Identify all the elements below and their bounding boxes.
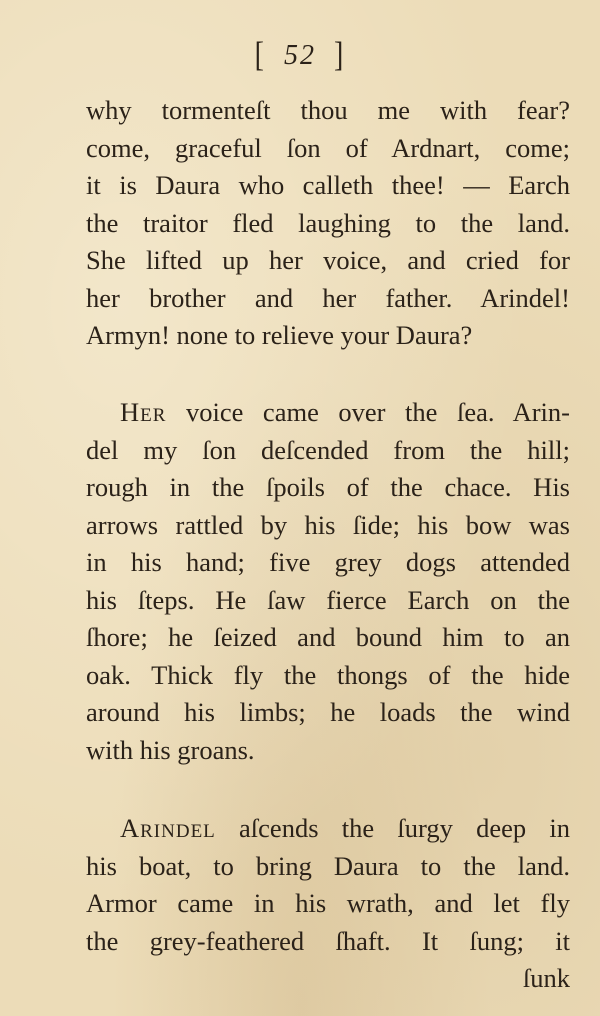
text-line xyxy=(86,394,570,432)
paragraph-1 xyxy=(86,92,570,355)
text-line: the grey-feathered ſhaft. It ſung; it xyxy=(86,925,570,956)
text-line: Armyn! none to relieve your Daura? xyxy=(86,320,473,350)
catchword: ſunk xyxy=(522,963,570,993)
lead-word: Her xyxy=(120,397,167,427)
text-line: with his groans. xyxy=(86,734,255,765)
text-line: her brother and her father. Arindel! xyxy=(86,282,570,313)
text-line: his boat, to bring Daura to the land. xyxy=(86,850,570,881)
page-number: 52 xyxy=(284,40,316,71)
text-line: why tormenteſt thou me with fear? xyxy=(86,95,570,125)
text-line: it is Daura who calleth thee! — Earch xyxy=(86,170,570,200)
text-line: arrows rattled by his ſide; his bow was xyxy=(86,509,570,540)
open-bracket: [ xyxy=(254,36,266,75)
text-fragment: voice came over the ſea. Arin- xyxy=(166,397,570,427)
text-line: She lifted up her voice, and cried for xyxy=(86,245,570,275)
close-bracket: ] xyxy=(334,36,346,75)
text-fragment: aſcends the ſurgy deep in xyxy=(215,813,570,843)
text-line: rough in the ſpoils of the chace. His xyxy=(86,472,570,502)
text-line: Armor came in his wrath, and let fly xyxy=(86,888,570,918)
text-line: del my ſon deſcended from the hill; xyxy=(86,434,570,465)
text-line: come, graceful ſon of Ardnart, come; xyxy=(86,132,570,163)
text-line: the traitor fled laughing to the land. xyxy=(86,207,570,238)
page-header xyxy=(0,36,600,75)
text-line xyxy=(86,810,570,848)
text-line: his ſteps. He ſaw fierce Earch on the xyxy=(86,584,570,615)
text-line: ſhore; he ſeized and bound him to an xyxy=(86,622,570,652)
text-line: oak. Thick fly the thongs of the hide xyxy=(86,659,570,690)
text-line: in his hand; five grey dogs attended xyxy=(86,547,570,577)
paragraph-2 xyxy=(86,394,570,769)
text-line: around his limbs; he loads the wind xyxy=(86,697,570,727)
paragraph-3 xyxy=(86,810,570,998)
lead-word: Arindel xyxy=(120,813,216,843)
